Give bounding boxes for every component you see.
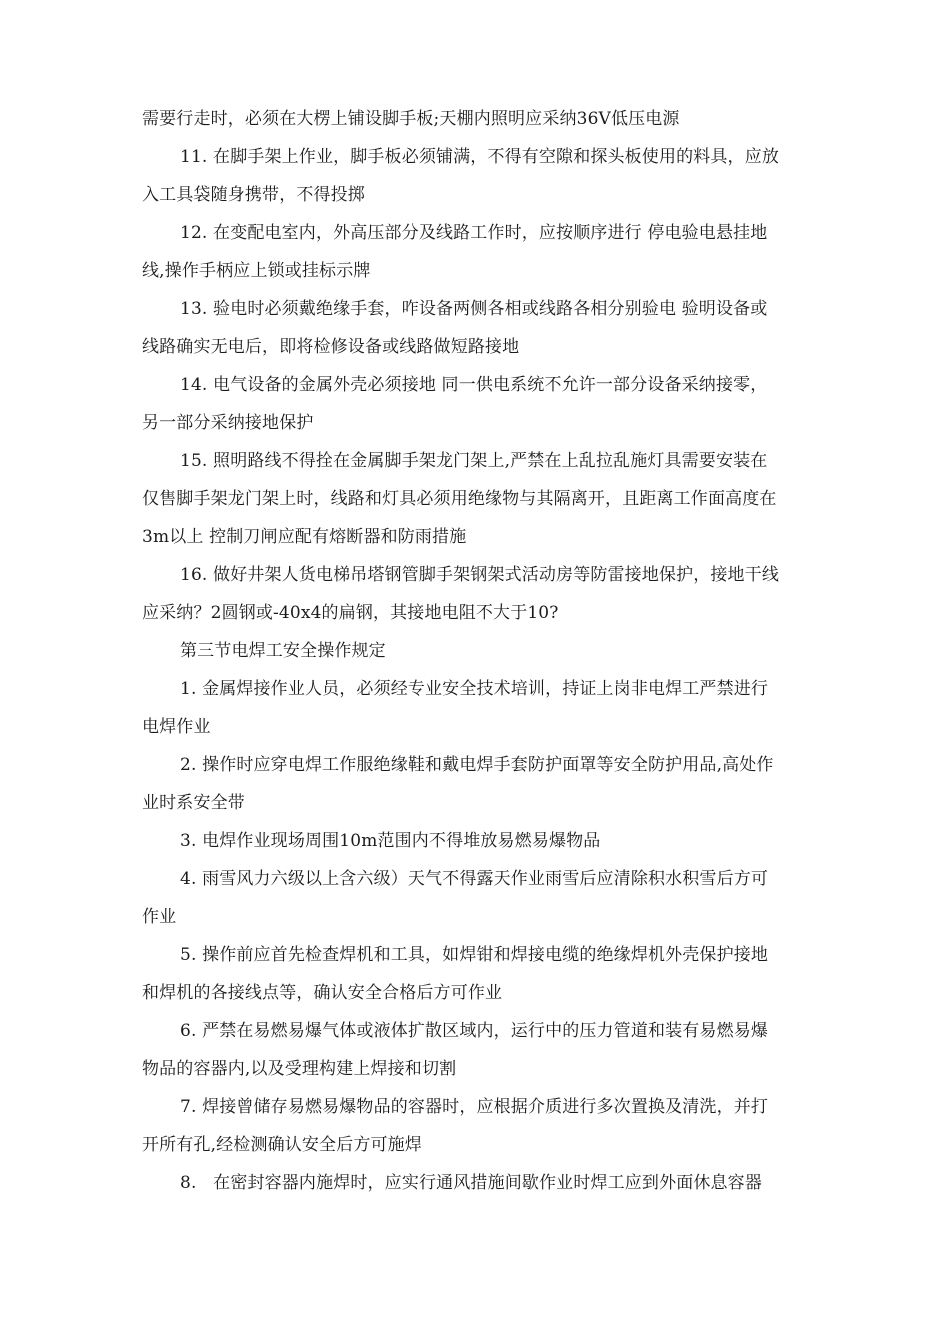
text-line: 5. 操作前应首先检查焊机和工具，如焊钳和焊接电缆的绝缘焊机外壳保护接地 — [180, 945, 769, 965]
text-line: 12. 在变配电室内，外高压部分及线路工作时，应按顺序进行 停电验电悬挂地 — [180, 223, 768, 243]
text-line: 3. 电焊作业现场周围10m范围内不得堆放易燃易爆物品 — [180, 831, 601, 851]
text-line: 15. 照明路线不得拴在金属脚手架龙门架上,严禁在上乱拉乱施灯具需要安装在 — [180, 451, 768, 471]
text-line: 6. 严禁在易燃易爆气体或液体扩散区域内，运行中的压力管道和装有易燃易爆 — [180, 1021, 769, 1041]
section-heading: 第三节电焊工安全操作规定 — [180, 641, 386, 661]
text-line: 13. 验电时必须戴绝缘手套，咋设备两侧各相或线路各相分别验电 验明设备或 — [180, 299, 768, 319]
text-line: 电焊作业 — [142, 717, 211, 737]
text-line: 需要行走时，必须在大楞上铺设脚手板;天棚内照明应采纳36V低压电源 — [142, 109, 680, 129]
text-line: 开所有孔,经检测确认安全后方可施焊 — [142, 1135, 422, 1155]
text-line: 物品的容器内,以及受理构建上焊接和切割 — [142, 1059, 457, 1079]
text-line: 2. 操作时应穿电焊工作服绝缘鞋和戴电焊手套防护面罩等安全防护用品,高处作 — [180, 755, 774, 775]
text-line: 4. 雨雪风力六级以上含六级）天气不得露天作业雨雪后应清除积水积雪后方可 — [180, 869, 769, 889]
text-line: 8. 在密封容器内施焊时，应实行通风措施间歇作业时焊工应到外面休息容器 — [180, 1173, 762, 1193]
text-line: 应采纳？2圆钢或-40x4的扁钢，其接地电阻不大于10? — [142, 603, 559, 623]
text-line: 入工具袋随身携带，不得投掷 — [142, 185, 365, 205]
text-line: 3m以上 控制刀闸应配有熔断器和防雨措施 — [142, 527, 467, 547]
text-line: 11. 在脚手架上作业，脚手板必须铺满，不得有空隙和探头板使用的料具，应放 — [180, 147, 779, 167]
text-line: 16. 做好井架人货电梯吊塔钢管脚手架钢架式活动房等防雷接地保护，接地干线 — [180, 565, 779, 585]
text-line: 仅售脚手架龙门架上时，线路和灯具必须用绝缘物与其隔离开，且距离工作面高度在 — [142, 489, 777, 509]
text-line: 7. 焊接曾储存易燃易爆物品的容器时，应根据介质进行多次置换及清洗，并打 — [180, 1097, 769, 1117]
text-line: 另一部分采纳接地保护 — [142, 413, 314, 433]
text-line: 14. 电气设备的金属外壳必须接地 同一供电系统不允许一部分设备采纳接零， — [180, 375, 768, 395]
text-line: 和焊机的各接线点等，确认安全合格后方可作业 — [142, 983, 503, 1003]
text-line: 业时系安全带 — [142, 793, 245, 813]
text-line: 1. 金属焊接作业人员，必须经专业安全技术培训，持证上岗非电焊工严禁进行 — [180, 679, 769, 699]
text-line: 线,操作手柄应上锁或挂标示牌 — [142, 261, 371, 281]
text-line: 作业 — [142, 907, 177, 927]
text-line: 线路确实无电后，即将检修设备或线路做短路接地 — [142, 337, 520, 357]
